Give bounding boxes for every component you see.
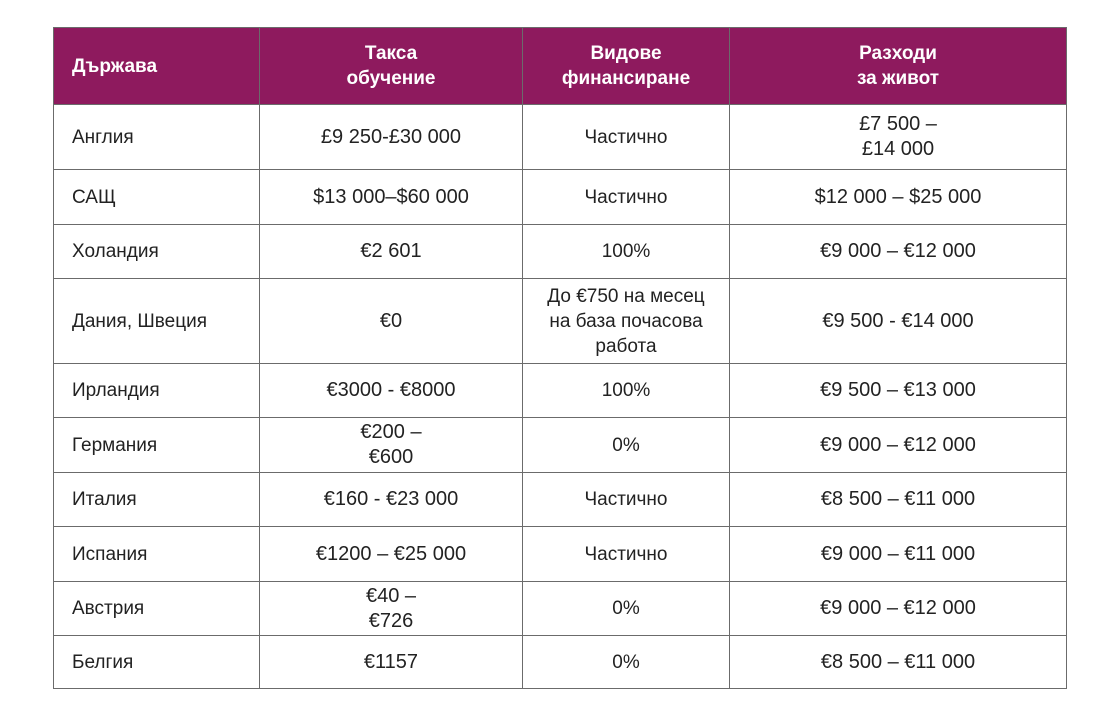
table-header [54, 28, 1067, 105]
header-funding: Видове финансиране [523, 28, 730, 105]
cell-living: $12 000 – $25 000 [730, 170, 1067, 225]
cell-funding: 100% [523, 364, 730, 418]
cell-funding: 0% [523, 418, 730, 473]
cell-living: €9 000 – €12 000 [730, 418, 1067, 473]
cell-country: Италия [54, 473, 260, 527]
cell-tuition: €3000 - €8000 [260, 364, 523, 418]
table-row [54, 105, 1067, 170]
cell-tuition: €160 - €23 000 [260, 473, 523, 527]
cell-country: САЩ [54, 170, 260, 225]
cell-tuition: $13 000–$60 000 [260, 170, 523, 225]
header-row [54, 28, 1067, 105]
cell-tuition: €2 601 [260, 225, 523, 279]
cell-tuition: €1200 – €25 000 [260, 527, 523, 582]
cell-tuition: £9 250-£30 000 [260, 105, 523, 170]
cell-country: Белгия [54, 636, 260, 689]
study-costs-table [53, 27, 1067, 689]
cell-funding: Частично [523, 105, 730, 170]
table-row [54, 418, 1067, 473]
table-row [54, 473, 1067, 527]
cell-tuition: €40 – €726 [260, 582, 523, 636]
cell-living: €9 000 – €12 000 [730, 225, 1067, 279]
cell-funding: 0% [523, 636, 730, 689]
table-row [54, 527, 1067, 582]
cell-country: Австрия [54, 582, 260, 636]
cell-country: Ирландия [54, 364, 260, 418]
cell-funding: Частично [523, 170, 730, 225]
table-row [54, 636, 1067, 689]
cell-living: €9 000 – €11 000 [730, 527, 1067, 582]
cell-living: €9 500 – €13 000 [730, 364, 1067, 418]
cell-funding: До €750 на месец на база почасова работа [523, 279, 730, 364]
table-row [54, 582, 1067, 636]
cell-funding: 0% [523, 582, 730, 636]
cell-tuition: €1157 [260, 636, 523, 689]
cell-funding: 100% [523, 225, 730, 279]
cell-tuition: €0 [260, 279, 523, 364]
table-body [54, 105, 1067, 689]
cell-country: Дания, Швеция [54, 279, 260, 364]
cell-country: Испания [54, 527, 260, 582]
table-row [54, 170, 1067, 225]
table-row [54, 279, 1067, 364]
cell-country: Германия [54, 418, 260, 473]
header-tuition: Такса обучение [260, 28, 523, 105]
cell-country: Холандия [54, 225, 260, 279]
header-country: Държава [54, 28, 260, 105]
cell-living: €8 500 – €11 000 [730, 636, 1067, 689]
cell-tuition: €200 – €600 [260, 418, 523, 473]
table-row [54, 364, 1067, 418]
cell-living: €8 500 – €11 000 [730, 473, 1067, 527]
cell-living: £7 500 – £14 000 [730, 105, 1067, 170]
cell-living: €9 000 – €12 000 [730, 582, 1067, 636]
cell-funding: Частично [523, 527, 730, 582]
cell-funding: Частично [523, 473, 730, 527]
header-living-costs: Разходи за живот [730, 28, 1067, 105]
cell-country: Англия [54, 105, 260, 170]
table-row [54, 225, 1067, 279]
cell-living: €9 500 - €14 000 [730, 279, 1067, 364]
